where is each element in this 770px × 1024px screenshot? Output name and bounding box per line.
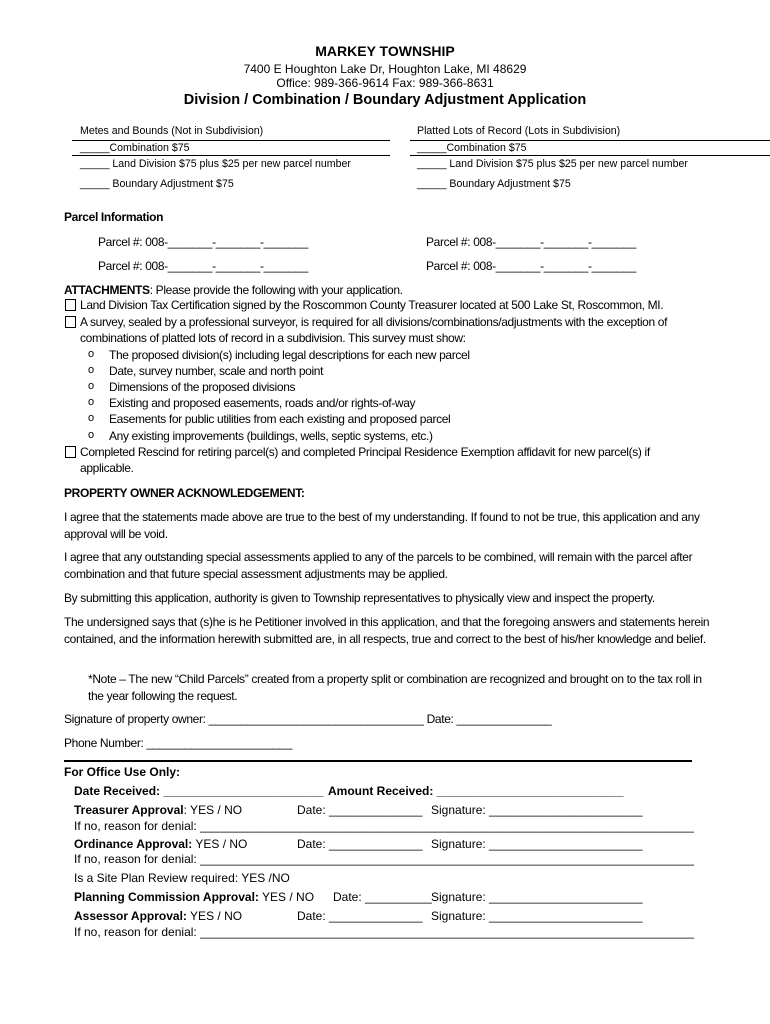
ordinance-yes-no[interactable]: YES / NO	[192, 837, 248, 851]
attachments-intro	[64, 283, 403, 297]
parcel-info-heading: Parcel Information	[64, 210, 164, 224]
platted-land-division-fee: _____ Land Division $75 plus $25 per new parcel number	[417, 158, 688, 170]
metes-combination-fee: _____Combination $75	[80, 142, 190, 154]
planning-date-field[interactable]: Date: __________	[333, 890, 432, 904]
form-title: Division / Combination / Boundary Adjustment Application	[183, 92, 587, 108]
acknowledgement-heading: PROPERTY OWNER ACKNOWLEDGEMENT:	[64, 486, 305, 500]
office-use-heading: For Office Use Only:	[64, 765, 181, 779]
bullet-icon: o	[88, 364, 95, 376]
assessor-yes-no[interactable]: YES / NO	[186, 909, 243, 923]
assessor-signature-field[interactable]: Signature: _______________________	[431, 909, 643, 923]
platted-boundary-fee: _____ Boundary Adjustment $75	[417, 178, 571, 190]
treasurer-approval	[74, 803, 242, 817]
ordinance-approval-label: Ordinance Approval:	[74, 837, 193, 851]
rescind-checkbox[interactable]	[65, 446, 76, 458]
bullet-icon: o	[88, 429, 95, 441]
parcel-number-field[interactable]: Parcel #: 008-_______-_______-_______	[98, 235, 308, 249]
survey-requirement: Easements for public utilities from each existing and proposed parcel	[109, 412, 451, 426]
rescind-item-line1: Completed Rescind for retiring parcel(s) and completed Principal Residence Exemption affidavit for new parcel(s) if	[80, 445, 650, 459]
assessor-approval	[74, 909, 242, 923]
township-phones: Office: 989-366-9614 Fax: 989-366-8631	[276, 76, 494, 90]
planning-commission-approval	[74, 890, 314, 904]
treasurer-date-field[interactable]: Date: ______________	[297, 803, 423, 817]
planning-approval-label: Planning Commission Approval:	[74, 890, 259, 904]
date-received-field[interactable]: Date Received: ________________________	[74, 784, 324, 798]
survey-requirement: Dimensions of the proposed divisions	[109, 380, 296, 394]
metes-bounds-heading: Metes and Bounds (Not in Subdivision)	[80, 125, 264, 137]
township-name: MARKEY TOWNSHIP	[315, 43, 455, 59]
parcel-number-field[interactable]: Parcel #: 008-_______-_______-_______	[426, 259, 636, 273]
platted-lots-heading: Platted Lots of Record (Lots in Subdivision)	[417, 125, 621, 137]
rescind-item-line2: applicable.	[80, 461, 134, 475]
treasurer-yes-no[interactable]: : YES / NO	[183, 803, 243, 817]
survey-item-line1: A survey, sealed by a professional surveyor, is required for all divisions/combinations/adjustments with the exception of	[80, 315, 668, 329]
acknowledgement-paragraph-3: By submitting this application, authority is given to Township representatives to physically view and inspect the property.	[64, 591, 655, 605]
phone-number-line[interactable]: Phone Number: _______________________	[64, 736, 292, 750]
site-plan-review[interactable]: Is a Site Plan Review required: YES /NO	[74, 871, 290, 885]
bullet-icon: o	[88, 348, 95, 360]
township-address: 7400 E Houghton Lake Dr, Houghton Lake, MI 48629	[243, 62, 527, 76]
treasurer-denial-reason[interactable]: If no, reason for denial: __________________________________________________________________________	[74, 819, 694, 833]
metes-land-division-fee: _____ Land Division $75 plus $25 per new parcel number	[80, 158, 351, 170]
metes-bounds-rule	[72, 140, 390, 141]
metes-boundary-fee: _____ Boundary Adjustment $75	[80, 178, 234, 190]
assessor-approval-label: Assessor Approval:	[74, 909, 187, 923]
bullet-icon: o	[88, 412, 95, 424]
survey-requirement: Date, survey number, scale and north point	[109, 364, 324, 378]
bullet-icon: o	[88, 380, 95, 392]
planning-yes-no[interactable]: YES / NO	[258, 890, 315, 904]
parcel-number-field[interactable]: Parcel #: 008-_______-_______-_______	[98, 259, 308, 273]
platted-rule-2	[410, 155, 770, 156]
acknowledgement-paragraph-2: I agree that any outstanding special assessments applied to any of the parcels to be combined, will remain with the parcel after combination and that future special assessment adjustments may be applied.	[64, 550, 693, 581]
ordinance-approval	[74, 837, 247, 851]
assessor-date-field[interactable]: Date: ______________	[297, 909, 423, 923]
survey-requirement: Any existing improvements (buildings, wells, septic systems, etc.)	[109, 429, 433, 443]
platted-lots-rule	[410, 140, 770, 141]
treasurer-approval-label: Treasurer Approval	[74, 803, 184, 817]
parcel-number-field[interactable]: Parcel #: 008-_______-_______-_______	[426, 235, 636, 249]
signature-date-line[interactable]: Signature of property owner: __________________________________ Date: _______________	[64, 712, 552, 726]
child-parcels-note: *Note – The new “Child Parcels” created from a property split or combination are recognized and brought on to the tax roll in the year following the request.	[88, 672, 702, 703]
ordinance-date-field[interactable]: Date: ______________	[297, 837, 423, 851]
survey-requirement: The proposed division(s) including legal descriptions for each new parcel	[109, 348, 470, 362]
tax-certification-checkbox[interactable]	[65, 299, 76, 311]
treasurer-signature-field[interactable]: Signature: _______________________	[431, 803, 643, 817]
attachments-label: ATTACHMENTS	[64, 283, 150, 297]
bullet-icon: o	[88, 396, 95, 408]
platted-combination-fee: _____Combination $75	[417, 142, 527, 154]
amount-received-field[interactable]: Amount Received: ____________________________	[328, 784, 624, 798]
planning-signature-field[interactable]: Signature: _______________________	[431, 890, 643, 904]
acknowledgement-paragraph-4: The undersigned says that (s)he is he Petitioner involved in this application, and that the foregoing answers and statements herein contained, and the information herewith submitted are, in all respects, true and correct to the best of his/her knowledge and belief.	[64, 615, 710, 646]
ordinance-signature-field[interactable]: Signature: _______________________	[431, 837, 643, 851]
attachments-intro-text: : Please provide the following with your application.	[149, 283, 403, 297]
survey-item-line2: combinations of platted lots of record in a subdivision. This survey must show:	[80, 331, 466, 345]
survey-requirement: Existing and proposed easements, roads and/or rights-of-way	[109, 396, 416, 410]
metes-rule-2	[72, 155, 390, 156]
office-use-divider	[64, 760, 692, 762]
tax-certification-item: Land Division Tax Certification signed by the Roscommon County Treasurer located at 500 Lake St, Roscommon, MI.	[80, 298, 664, 312]
acknowledgement-paragraph-1: I agree that the statements made above are true to the best of my understanding. If found to not be true, this application and any approval will be void.	[64, 510, 700, 541]
survey-checkbox[interactable]	[65, 316, 76, 328]
ordinance-denial-reason[interactable]: If no, reason for denial: __________________________________________________________________________	[74, 852, 694, 866]
assessor-denial-reason[interactable]: If no, reason for denial: __________________________________________________________________________	[74, 925, 694, 939]
